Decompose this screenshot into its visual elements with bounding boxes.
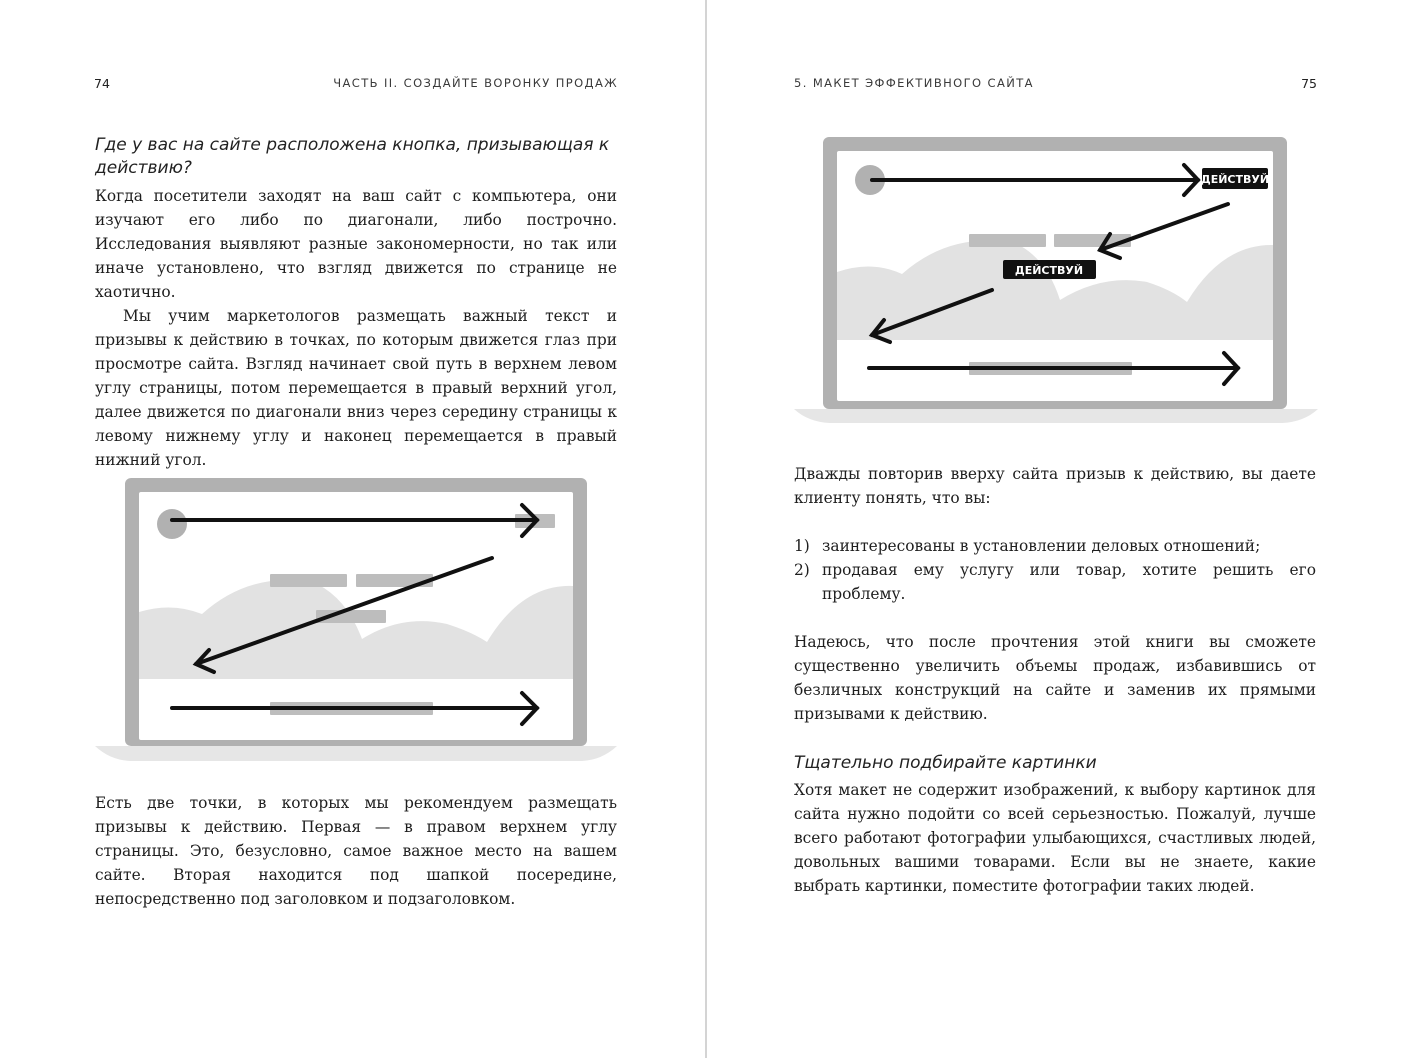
body-text-intro (95, 184, 617, 472)
list-item-number: 1) (794, 537, 810, 555)
list-item-number: 2) (794, 561, 810, 579)
laptop-cta-figure (792, 132, 1320, 424)
page-number-right: 75 (1301, 76, 1317, 91)
section-subheading-images: Тщательно подбирайте картинки (794, 753, 1097, 773)
cta-middle-label: ДЕЙСТВУЙ (1014, 264, 1084, 277)
cta-badge-middle (1003, 260, 1096, 279)
numbered-list (794, 534, 1316, 606)
laptop-z-pattern-figure (92, 474, 620, 764)
list-item-text: продавая ему услугу или товар, хотите решить его проблему. (822, 561, 1316, 603)
body-text-conclusion (794, 630, 1316, 726)
body-text-cta-placement (95, 791, 617, 911)
body-text-images (794, 778, 1316, 898)
list-item (794, 558, 1316, 606)
paragraph: Мы учим маркетологов размещать важный текст и призывы к действию в точках, по которым движется глаз при просмотре сайта. Взгляд начинает свой путь в верхнем левом углу страницы, потом перемещается в правый верхний угол, далее движется по диагонали вниз через середину страницы к левому нижнему углу и наконец перемещается в правый нижний угол. (95, 307, 617, 469)
body-text-repeat-cta (794, 462, 1316, 510)
cta-top-label: ДЕЙСТВУЙ (1200, 173, 1270, 186)
running-head-left: ЧАСТЬ II. СОЗДАЙТЕ ВОРОНКУ ПРОДАЖ (333, 76, 618, 90)
paragraph: Есть две точки, в которых мы рекомендуем размещать призывы к действию. Первая — в правом верхнем углу страницы. Это, безусловно, самое важное место на вашем сайте. Вторая находится под шапкой посередине, непосредственно под заголовком и подзаголовком. (95, 794, 617, 908)
paragraph: Надеюсь, что после прочтения этой книги вы сможете существенно увеличить объемы продаж, избавившись от безличных конструкций на сайте и заменив их прямыми призывами к действию. (794, 633, 1316, 723)
paragraph: Когда посетители заходят на ваш сайт с компьютера, они изучают его либо по диагонали, либо построчно. Исследования выявляют разные закономерности, но так или иначе установлено, что взгляд движется по странице не хаотично. (95, 187, 617, 301)
list-item (794, 534, 1316, 558)
right-page (707, 0, 1410, 1058)
paragraph: Хотя макет не содержит изображений, к выбору картинок для сайта нужно подойти со всей серьезностью. Пожалуй, лучше всего работают фотографии улыбающихся, счастливых людей, довольных вашими товарами. Если вы не знаете, какие выбрать картинки, поместите фотографии таких людей. (794, 781, 1316, 895)
section-subheading-cta: Где у вас на сайте расположена кнопка, призывающая к действию? (95, 135, 610, 178)
paragraph: Дважды повторив вверху сайта призыв к действию, вы даете клиенту понять, что вы: (794, 465, 1316, 507)
running-head-right: 5. МАКЕТ ЭФФЕКТИВНОГО САЙТА (794, 76, 1034, 90)
list-item-text: заинтересованы в установлении деловых отношений; (822, 537, 1261, 555)
cta-badge-top (1201, 168, 1269, 189)
page-number-left: 74 (94, 76, 110, 91)
